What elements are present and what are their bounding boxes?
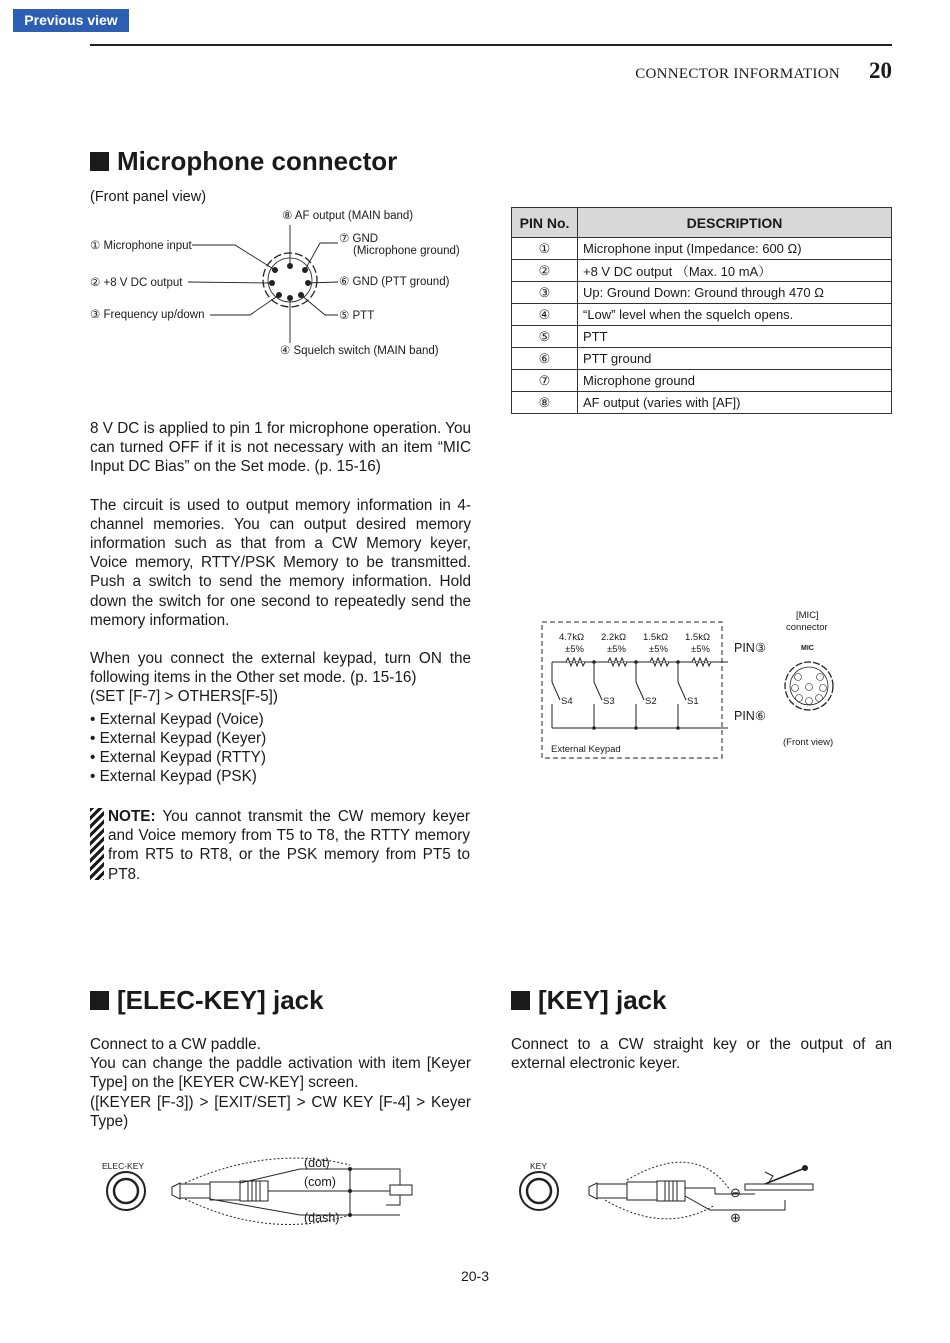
pin-cell: ③ xyxy=(512,282,578,304)
switch-label: S1 xyxy=(687,696,699,707)
mic-body-text xyxy=(90,419,471,786)
pin8-label: ⑧ AF output (MAIN band) xyxy=(282,210,414,222)
keypad-box-label: External Keypad xyxy=(551,744,621,755)
elec-key-text xyxy=(90,1035,471,1131)
pin1-label: ① Microphone input xyxy=(90,240,192,252)
pin-cell: ② xyxy=(512,260,578,282)
front-view-label: (Front view) xyxy=(783,737,834,748)
desc-cell: +8 V DC output （Max. 10 mA） xyxy=(578,260,892,282)
heading-square-icon xyxy=(90,152,109,171)
front-panel-caption: (Front panel view) xyxy=(90,189,207,205)
pin7-sub-label: (Microphone ground) xyxy=(353,245,460,257)
pin6-label: ⑥ GND (PTT ground) xyxy=(339,276,450,288)
header-rule xyxy=(90,44,892,46)
key-text xyxy=(511,1035,892,1073)
resistor-label: 1.5kΩ xyxy=(685,632,711,643)
table-row xyxy=(512,282,892,304)
desc-cell: “Low” level when the squelch opens. xyxy=(578,304,892,326)
resistor-label: 4.7kΩ xyxy=(559,632,585,643)
pin4-label: ④ Squelch switch (MAIN band) xyxy=(280,345,439,357)
desc-cell: PTT xyxy=(578,326,892,348)
pin3-label: ③ Frequency up/down xyxy=(90,309,205,321)
key-description: Connect to a CW straight key or the output of an external electronic keyer. xyxy=(511,1036,892,1073)
mic-heading-text: Microphone connector xyxy=(117,146,398,176)
desc-cell: Microphone input (Impedance: 600 Ω) xyxy=(578,238,892,260)
elec-key-heading-text: [ELEC-KEY] jack xyxy=(117,985,324,1015)
pin5-label: ⑤ PTT xyxy=(339,310,375,322)
switch-label: S3 xyxy=(603,696,615,707)
list-item: • External Keypad (PSK) xyxy=(90,768,257,786)
note-block xyxy=(108,807,470,884)
pin2-label: ② +8 V DC output xyxy=(90,277,183,289)
note-label: NOTE: xyxy=(108,808,156,825)
dot-label: (dot) xyxy=(304,1156,330,1170)
para-circuit: The circuit is used to output memory information in 4-channel memories. You can output desired memory information such as that from a CW Memory keyer, Voice memory, RTTY/PSK Memory to be transmitted. Push a switch to send the memory information. Hold down the switch for one second to repeatedly send the memory information. xyxy=(90,496,471,629)
pin-cell: ⑦ xyxy=(512,370,578,392)
elec-key-heading xyxy=(90,985,324,1016)
section-title: CONNECTOR INFORMATION xyxy=(635,66,840,82)
pin-cell: ⑧ xyxy=(512,392,578,414)
para-set-path: (SET [F-7] > OTHERS[F-5]) xyxy=(90,688,278,706)
elec-line2: You can change the paddle activation with item [Keyer Type] on the [KEYER CW-KEY] screen. xyxy=(90,1055,471,1092)
note-text: You cannot transmit the CW memory keyer and Voice memory from T5 to T8, the RTTY memory from RT5 to RT8, or the PSK memory from PT5 to PT8. xyxy=(108,808,470,883)
elec-key-jack-label: ELEC-KEY xyxy=(102,1161,145,1171)
mic-socket-icon xyxy=(783,660,835,712)
pin-cell: ① xyxy=(512,238,578,260)
desc-cell: Up: Ground Down: Ground through 470 Ω xyxy=(578,282,892,304)
table-row xyxy=(512,348,892,370)
pin7-label: ⑦ GND xyxy=(339,233,379,245)
description-column-header: DESCRIPTION xyxy=(578,208,892,238)
resistor-label: 1.5kΩ xyxy=(643,632,669,643)
mic-small-label: MIC xyxy=(801,645,814,652)
list-item: • External Keypad (Voice) xyxy=(90,710,264,728)
table-row xyxy=(512,238,892,260)
table-row xyxy=(512,326,892,348)
tolerance-label: ±5% xyxy=(691,644,710,655)
key-jack-label: KEY xyxy=(530,1161,548,1171)
key-heading xyxy=(511,985,667,1016)
table-row xyxy=(512,370,892,392)
pin6-output-label: PIN⑥ xyxy=(734,709,767,723)
pin-cell: ④ xyxy=(512,304,578,326)
key-heading-text: [KEY] jack xyxy=(538,985,667,1015)
minus-icon: ⊖ xyxy=(730,1185,741,1200)
elec-line1: Connect to a CW paddle. xyxy=(90,1036,261,1053)
table-row xyxy=(512,304,892,326)
resistor-label: 2.2kΩ xyxy=(601,632,627,643)
mic-connector-label: [MIC] xyxy=(796,610,819,621)
table-row xyxy=(512,392,892,414)
pin-table xyxy=(511,207,892,414)
keypad-list xyxy=(90,710,471,787)
pin-column-header: PIN No. xyxy=(512,208,578,238)
pin3-output-label: PIN③ xyxy=(734,641,767,655)
switch-label: S2 xyxy=(645,696,657,707)
dash-label: (dash) xyxy=(304,1211,340,1225)
pin-cell: ⑥ xyxy=(512,348,578,370)
desc-cell: PTT ground xyxy=(578,348,892,370)
heading-square-icon xyxy=(90,991,109,1010)
mic-connector-label-2: connector xyxy=(786,622,828,633)
plus-icon: ⊕ xyxy=(730,1210,741,1225)
elec-line3: ([KEYER [F-3]) > [EXIT/SET] > CW KEY [F-4] > Keyer Type) xyxy=(90,1093,471,1130)
mic-heading xyxy=(90,146,397,177)
para-dc-bias: 8 V DC is applied to pin 1 for microphone operation. You can turned OFF if it is not necessary with an item “MIC Input DC Bias” on the Set mode. (p. 15-16) xyxy=(90,420,471,476)
page-number: 20-3 xyxy=(460,1268,490,1284)
table-row xyxy=(512,260,892,282)
list-item: • External Keypad (RTTY) xyxy=(90,749,266,767)
heading-square-icon xyxy=(511,991,530,1010)
pin-cell: ⑤ xyxy=(512,326,578,348)
tolerance-label: ±5% xyxy=(607,644,626,655)
list-item: • External Keypad (Keyer) xyxy=(90,729,267,747)
previous-view-button[interactable]: Previous view xyxy=(13,9,129,32)
elec-key-plug-diagram xyxy=(100,1155,420,1235)
com-label: (com) xyxy=(304,1175,336,1189)
desc-cell: Microphone ground xyxy=(578,370,892,392)
note-hatch-icon xyxy=(90,808,104,880)
desc-cell: AF output (varies with [AF]) xyxy=(578,392,892,414)
chapter-number: 20 xyxy=(869,58,892,83)
tolerance-label: ±5% xyxy=(565,644,584,655)
switch-label: S4 xyxy=(561,696,573,707)
key-plug-diagram xyxy=(515,1150,815,1230)
tolerance-label: ±5% xyxy=(649,644,668,655)
para-keypad: When you connect the external keypad, turn ON the following items in the Other set mode. (p. 15-16) xyxy=(90,650,471,687)
